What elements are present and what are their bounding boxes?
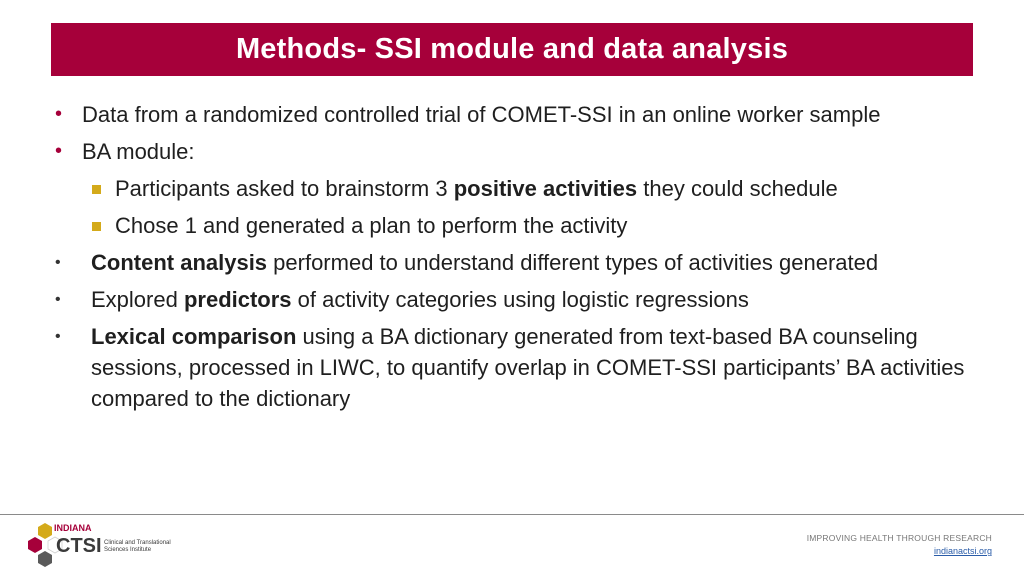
- square-bullet-icon: [92, 222, 101, 231]
- slide-title: Methods- SSI module and data analysis: [235, 33, 789, 65]
- bullet-text: Participants asked to brainstorm 3: [115, 176, 454, 201]
- bullet-bold-text: predictors: [183, 287, 292, 312]
- square-bullet-icon: [92, 185, 101, 194]
- bullet-text: performed to understand different types of activities generated: [267, 250, 879, 275]
- bullet-bold-text: Content analysis: [91, 250, 268, 275]
- indiana-ctsi-logo: [24, 520, 174, 572]
- bullet-dot-icon: •: [55, 291, 61, 308]
- footer-link[interactable]: indianactsi.org: [933, 546, 992, 556]
- title-bar: [51, 23, 973, 76]
- logo-sub-text-1: Clinical and Translational: [104, 540, 171, 546]
- logo-hex-gold-icon: [38, 523, 52, 539]
- logo-hex-gray-icon: [38, 551, 52, 567]
- bullet-item: [55, 318, 985, 417]
- bullet-dot-icon: •: [55, 103, 63, 125]
- footer-divider: [0, 514, 1024, 515]
- bullet-text: of activity categories using logistic regressions: [291, 287, 749, 312]
- bullet-text: BA module:: [82, 139, 195, 164]
- bullet-item: [55, 96, 985, 133]
- bullet-bold-text: Lexical comparison: [91, 324, 297, 349]
- bullet-item: [55, 244, 985, 281]
- bullet-text: Data from a randomized controlled trial of COMET-SSI in an online worker sample: [82, 102, 881, 127]
- footer-tagline: IMPROVING HEALTH THROUGH RESEARCH: [806, 533, 992, 543]
- bullet-item: [55, 281, 985, 318]
- bullet-item: [55, 133, 985, 170]
- logo-main-text: CTSI: [56, 535, 102, 557]
- bullet-dot-icon: •: [55, 254, 61, 271]
- bullet-list: [55, 96, 985, 417]
- sub-bullet-item: [55, 207, 985, 244]
- logo-sub-text-2: Sciences Institute: [104, 547, 152, 553]
- bullet-dot-icon: •: [55, 328, 61, 345]
- bullet-text: using a BA dictionary generated from text-based BA counseling sessions, processed in LIWC, to quantify overlap in COMET-SSI participants’ BA activities compared to the dictionary: [91, 324, 965, 411]
- bullet-bold-text: positive activities: [453, 176, 638, 201]
- bullet-dot-icon: •: [55, 140, 63, 162]
- logo-top-text: INDIANA: [54, 523, 92, 533]
- logo-hex-red-icon: [28, 537, 42, 553]
- sub-bullet-item: [55, 170, 985, 207]
- bullet-text: Explored: [91, 287, 184, 312]
- bullet-text: they could schedule: [637, 176, 838, 201]
- bullet-text: Chose 1 and generated a plan to perform the activity: [115, 213, 628, 238]
